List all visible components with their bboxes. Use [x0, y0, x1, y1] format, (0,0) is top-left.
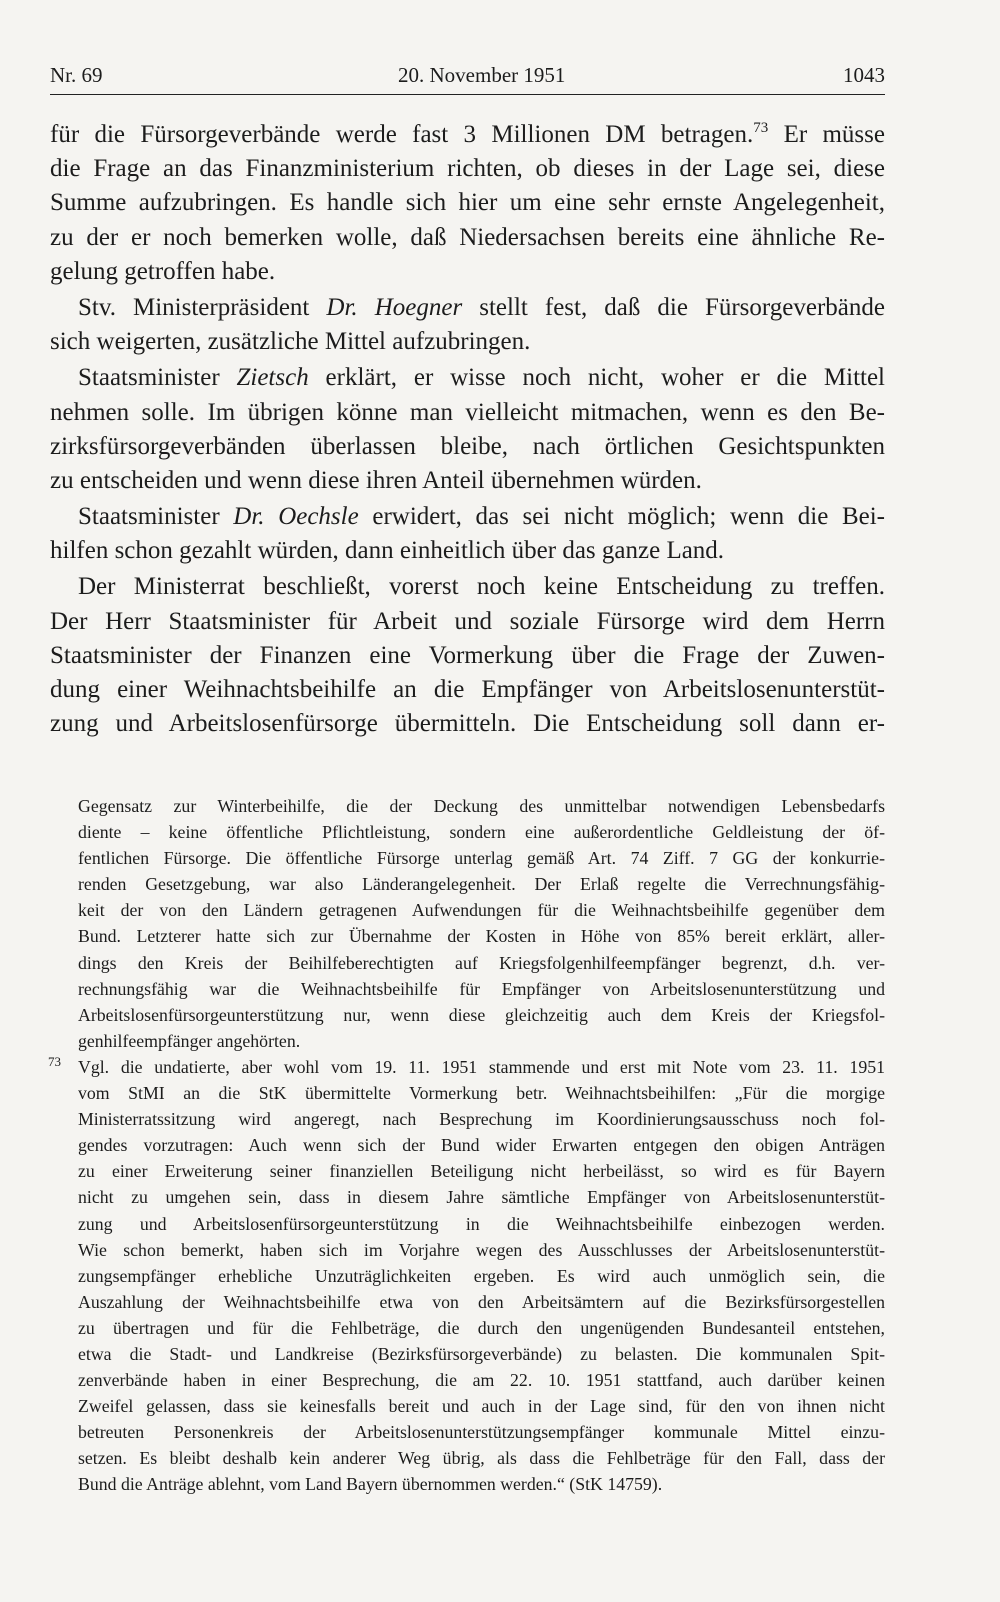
- footnote-line: Vgl. die undatierte, aber wohl vom 19. 11. 1951 stammende und erst mit Note vom 23. 11. 1951: [78, 1056, 885, 1077]
- paragraph: [50, 570, 885, 741]
- footnote-line: Bund. Letzterer hatte sich zur Übernahme der Kosten in Höhe von 85% bereit erklärt, aller-: [78, 926, 885, 947]
- text-line: nehmen solle. Im übrigen könne man vielleicht mitmachen, wenn es den Be-: [50, 398, 885, 426]
- running-header: [50, 60, 885, 90]
- footnotes: [48, 793, 885, 1498]
- text-line: dung einer Weihnachtsbeihilfe an die Empfänger von Arbeitslosenunterstüt-: [50, 676, 885, 703]
- text-line: zirksfürsorgeverbänden überlassen bleibe, nach örtlichen Gesichtspunkten: [50, 432, 885, 460]
- footnote-reference[interactable]: 73: [753, 120, 769, 136]
- footnote-line: setzen. Es bleibt deshalb kein anderer Weg übrig, als dass die Fehlbeträge für den Fall, dass der: [78, 1448, 885, 1469]
- text-line: sich weigerten, zusätzliche Mittel aufzubringen.: [50, 328, 531, 356]
- header-rule: [50, 94, 885, 95]
- footnote-line: rechnungsfähig war die Weihnachtsbeihilfe für Empfänger von Arbeitslosenunterstützung und: [78, 978, 885, 999]
- paragraph: [50, 361, 885, 498]
- footnote-line: Auszahlung der Weihnachtsbeihilfe etwa von den Arbeitsämtern auf die Bezirksfürsorgestellen: [78, 1291, 885, 1312]
- text-line: Summe aufzubringen. Es handle sich hier um eine sehr ernste Angelegenheit,: [50, 189, 885, 217]
- text-line: für die Fürsorgeverbände werde fast 3 Millionen DM betragen.$^{73}$ Er müsse: [50, 120, 885, 148]
- footnote-line: etwa die Stadt- und Landkreise (Bezirksfürsorgeverbände) zu belasten. Die kommunalen Spit-: [78, 1343, 885, 1364]
- text-line: zu der er noch bemerken wolle, daß Niedersachsen bereits eine ähnliche Re-: [50, 223, 885, 251]
- footnote-line: gendes vorzutragen: Auch wenn sich der Bund wider Erwarten entgegen den obigen Anträgen: [78, 1135, 885, 1156]
- footnote-line: diente – keine öffentliche Pflichtleistung, sondern eine außerordentliche Geldleistung der öf-: [78, 822, 885, 843]
- footnote-line: fentlichen Fürsorge. Die öffentliche Fürsorge unterlag gemäß Art. 74 Ziff. 7 GG der konkurrie-: [78, 848, 885, 869]
- footnote-number: 73: [48, 1053, 61, 1069]
- footnote-line: zu einer Erweiterung seiner finanziellen Beteiligung nicht herbeilässt, so wird es für Bayern: [78, 1161, 885, 1182]
- footnote-line: vom StMI an die StK übermittelte Vormerkung betr. Weihnachtsbeihilfen: „Für die morgige: [78, 1083, 885, 1104]
- footnote-line: zenverbände haben in einer Besprechung, die am 22. 10. 1951 stattfand, auch darüber keinen: [78, 1370, 885, 1391]
- text-line: zung und Arbeitslosenfürsorge übermitteln. Die Entscheidung soll dann er-: [50, 710, 885, 738]
- text-line: Staatsminister der Finanzen eine Vormerkung über die Frage der Zuwen-: [50, 641, 885, 669]
- paragraph: [50, 118, 885, 289]
- footnote-line: Zweifel gelassen, dass sie keinesfalls bereit und auch in der Lage sind, für den von ihnen nicht: [78, 1396, 885, 1417]
- speaker-name: Zietsch: [236, 364, 309, 392]
- footnote-line: Arbeitslosenfürsorgeunterstützung nur, wenn diese gleichzeitig auch dem Kreis der Kriegsfol-: [78, 1004, 885, 1025]
- paragraph: [50, 291, 885, 359]
- text-line: gelung getroffen habe.: [50, 257, 276, 285]
- footnote-line: zung und Arbeitslosenfürsorgeunterstützung in die Weihnachtsbeihilfe einbezogen werden.: [78, 1213, 885, 1234]
- document-number: Nr. 69: [50, 63, 103, 87]
- footnote-73: [48, 1053, 885, 1498]
- text-line: die Frage an das Finanzministerium richten, ob dieses in der Lage sei, diese: [50, 155, 885, 183]
- footnote-line: Gegensatz zur Winterbeihilfe, die der Deckung des unmittelbar notwendigen Lebensbedarfs: [78, 796, 885, 816]
- text-line: Der Herr Staatsminister für Arbeit und soziale Fürsorge wird dem Herrn: [50, 607, 885, 635]
- text-line: zu entscheiden und wenn diese ihren Anteil übernehmen würden.: [50, 466, 702, 494]
- speaker-name: Dr. Hoegner: [326, 293, 463, 321]
- footnote-line: genhilfeempfänger angehörten.: [78, 1030, 301, 1051]
- footnote-line: nicht zu umgehen sein, dass in diesem Jahre sämtliche Empfänger von Arbeitslosenunterstüt-: [78, 1187, 885, 1208]
- text-line: Staatsminister Dr. Oechsle erwidert, das sei nicht möglich; wenn die Bei-: [78, 503, 886, 531]
- footnote-line: keit der von den Ländern getragenen Aufwendungen für die Weihnachtsbeihilfe gegenüber dem: [78, 900, 885, 921]
- text-line: hilfen schon gezahlt würden, dann einheitlich über das ganze Land.: [50, 537, 725, 565]
- footnote-line: Bund die Anträge ablehnt, vom Land Bayern übernommen werden.“ (StK 14759).: [78, 1474, 663, 1495]
- footnote-line: Wie schon bemerkt, haben sich im Vorjahre wegen des Ausschlusses der Arbeitslosenunterstüt-: [78, 1239, 885, 1260]
- main-text: [50, 118, 885, 741]
- footnote-line: zungsempfänger erhebliche Unzuträglichkeiten ergeben. Es wird auch unmöglich sein, die: [78, 1265, 885, 1286]
- footnote-line: dings den Kreis der Beihilfeberechtigten auf Kriegsfolgenhilfeempfänger begrenzt, d.h. ver-: [78, 952, 885, 973]
- footnote-line: Ministerratssitzung wird angeregt, nach Besprechung im Koordinierungsausschuss noch fol-: [78, 1109, 885, 1130]
- header-date: 20. November 1951: [398, 63, 566, 87]
- paragraph: [50, 500, 885, 568]
- footnote-line: renden Gesetzgebung, war also Länderangelegenheit. Der Erlaß regelte die Verrechnungsfähig-: [78, 874, 885, 895]
- footnote-line: betreuten Personenkreis der Arbeitslosenunterstützungsempfänger kommunale Mittel einzu-: [78, 1422, 885, 1443]
- text-line: Stv. Ministerpräsident Dr. Hoegner stellt fest, daß die Fürsorgeverbände: [78, 293, 885, 321]
- footnote-continued: [78, 793, 885, 1054]
- text-line: Staatsminister Zietsch erklärt, er wisse noch nicht, woher er die Mittel: [78, 364, 885, 392]
- text-line: Der Ministerrat beschließt, vorerst noch keine Entscheidung zu treffen.: [78, 573, 885, 601]
- speaker-name: Dr. Oechsle: [233, 503, 359, 531]
- footnote-line: zu übertragen und für die Fehlbeträge, die durch den ungenügenden Bundesanteil entstehen,: [78, 1317, 885, 1338]
- page-number: 1043: [843, 63, 885, 87]
